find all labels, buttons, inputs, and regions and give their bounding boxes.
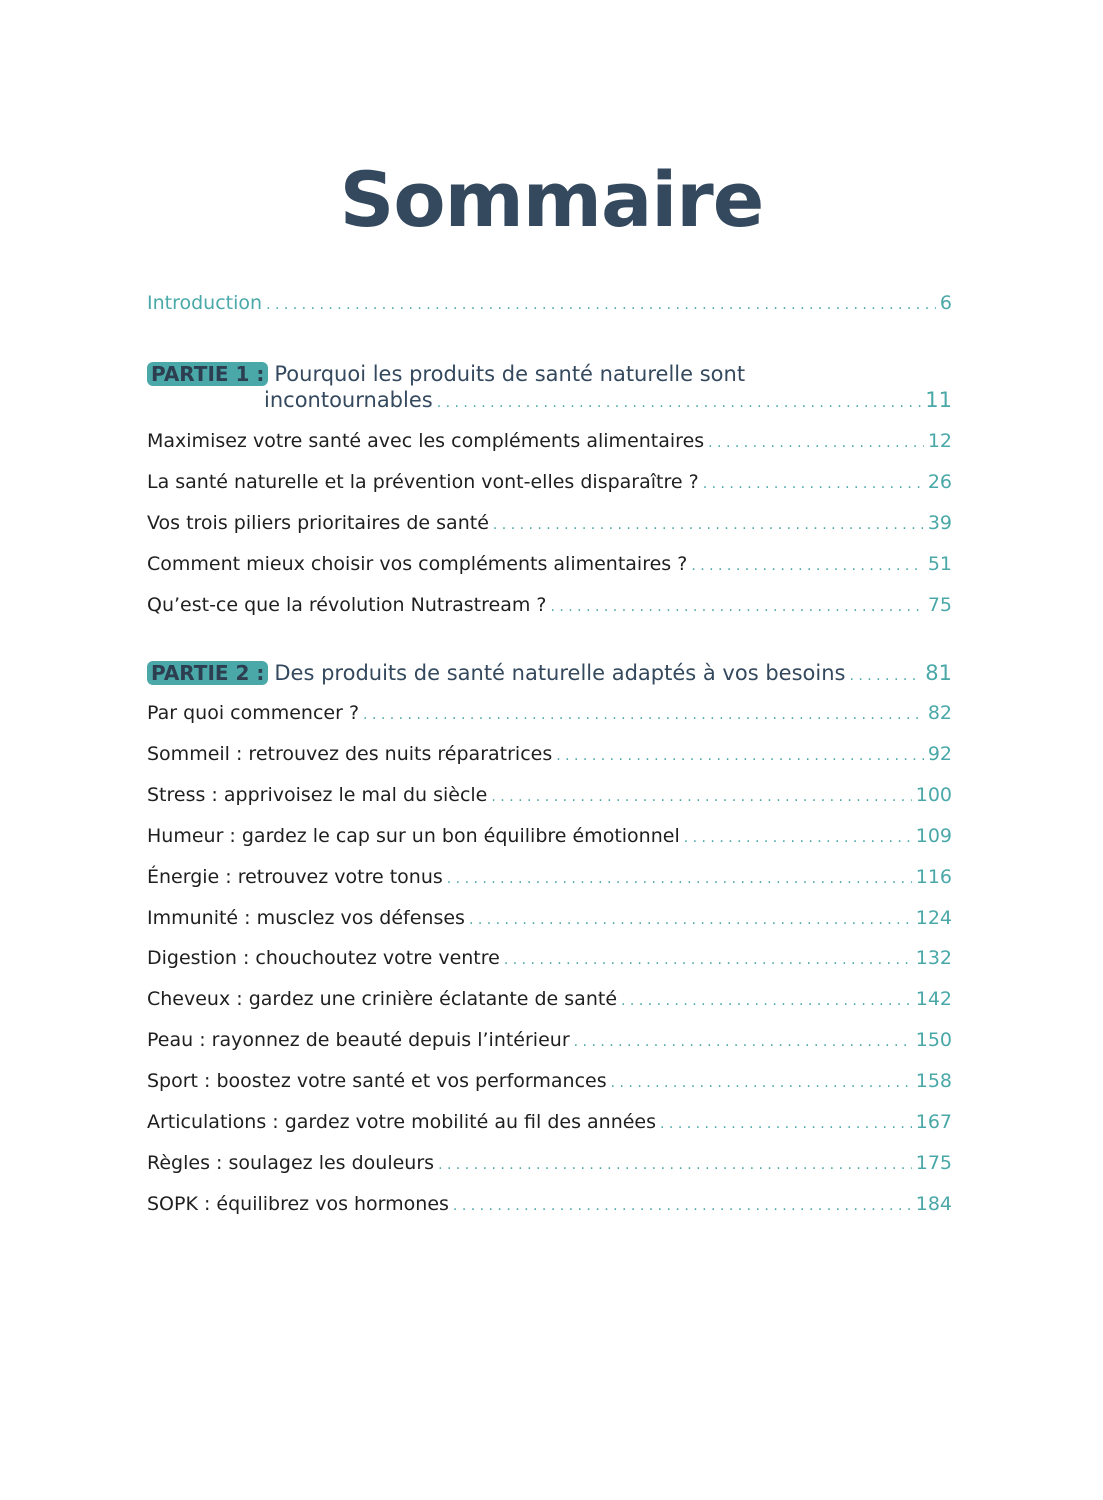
toc-entry[interactable] — [147, 947, 952, 975]
part-title-continued: incontournables — [264, 388, 433, 412]
toc-entry[interactable] — [147, 512, 952, 540]
entry-page: 142 — [915, 988, 952, 1011]
entry-page: 175 — [915, 1151, 952, 1174]
entry-label: Digestion : chouchoutez votre ventre — [147, 947, 500, 970]
entry-page: 81 — [925, 661, 952, 685]
entry-label: Qu’est-ce que la révolution Nutrastream ? — [147, 594, 547, 616]
toc-entry[interactable] — [147, 1029, 952, 1057]
entry-label: Règles : soulagez les douleurs — [147, 1151, 435, 1174]
entry-label: Peau : rayonnez de beauté depuis l’intérieur — [147, 1029, 570, 1052]
part-badge: PARTIE 2 : — [147, 661, 268, 685]
entry-label: Maximisez votre santé avec les compléments alimentaires — [147, 430, 705, 452]
dot-leader — [556, 748, 924, 764]
dot-leader — [469, 912, 912, 928]
entry-page: 6 — [939, 292, 952, 314]
toc-entry[interactable] — [147, 988, 952, 1016]
dot-leader — [266, 297, 936, 313]
dot-leader — [437, 395, 922, 411]
dot-leader — [621, 993, 912, 1009]
dot-leader — [660, 1116, 912, 1132]
dot-leader — [691, 558, 924, 574]
dot-leader — [453, 1198, 912, 1214]
entry-label: Par quoi commencer ? — [147, 702, 360, 724]
entry-page: 109 — [915, 824, 952, 847]
entry-page: 167 — [915, 1111, 952, 1133]
toc-entry[interactable] — [147, 743, 952, 771]
entry-page: 150 — [915, 1029, 952, 1052]
toc-entry[interactable] — [147, 553, 952, 581]
dot-leader — [703, 476, 924, 492]
toc-entry[interactable] — [147, 784, 952, 812]
dot-leader — [491, 789, 911, 805]
entry-page: 100 — [915, 783, 952, 806]
toc-entry[interactable] — [147, 430, 952, 458]
entry-page: 158 — [915, 1070, 952, 1093]
dot-leader — [849, 668, 921, 684]
dot-leader — [611, 1075, 912, 1091]
entry-page: 39 — [927, 512, 952, 534]
entry-label: La santé naturelle et la prévention vont-elles disparaître ? — [147, 471, 699, 493]
part-badge: PARTIE 1 : — [147, 362, 268, 386]
dot-leader — [447, 871, 912, 887]
entry-page: 124 — [915, 906, 952, 929]
toc-entry[interactable] — [147, 866, 952, 894]
entry-label: Articulations : gardez votre mobilité au fil des années — [147, 1111, 657, 1133]
entry-page: 75 — [927, 594, 952, 616]
part-title: Pourquoi les produits de santé naturelle sont — [274, 362, 746, 386]
entry-page: 26 — [927, 471, 952, 493]
toc-entry[interactable] — [147, 907, 952, 935]
entry-page: 82 — [927, 702, 952, 724]
dot-leader — [574, 1034, 912, 1050]
toc-entry[interactable] — [147, 1070, 952, 1098]
entry-label: SOPK : équilibrez vos hormones — [147, 1192, 449, 1215]
dot-leader — [363, 707, 924, 723]
entry-page: 92 — [927, 742, 952, 765]
entry-label: Stress : apprivoisez le mal du siècle — [147, 783, 488, 806]
entry-page: 12 — [927, 430, 952, 452]
part1-heading[interactable] — [147, 362, 745, 386]
page-title: Sommaire — [339, 155, 764, 244]
entry-label: Humeur : gardez le cap sur un bon équilibre émotionnel — [147, 824, 680, 847]
entry-label: Sport : boostez votre santé et vos performances — [147, 1070, 607, 1093]
entry-label: Sommeil : retrouvez des nuits réparatrices — [147, 742, 553, 765]
entry-page: 132 — [915, 947, 952, 970]
entry-label: Cheveux : gardez une crinière éclatante de santé — [147, 988, 618, 1011]
entry-label: Énergie : retrouvez votre tonus — [147, 865, 443, 888]
entry-label: Immunité : musclez vos défenses — [147, 906, 465, 929]
toc-entry[interactable] — [147, 702, 952, 730]
toc-entry[interactable] — [147, 1193, 952, 1221]
entry-page: 11 — [925, 388, 952, 412]
dot-leader — [708, 435, 924, 451]
entry-label: Introduction — [147, 292, 263, 314]
entry-label: Vos trois piliers prioritaires de santé — [147, 512, 489, 534]
entry-page: 184 — [915, 1192, 952, 1215]
dot-leader — [684, 830, 912, 846]
entry-page: 51 — [927, 553, 952, 575]
part1-heading-line2[interactable] — [264, 388, 952, 416]
dot-leader — [493, 517, 924, 533]
toc-entry[interactable] — [147, 471, 952, 499]
toc-entry[interactable] — [147, 594, 952, 622]
entry-page: 116 — [915, 865, 952, 888]
toc-entry-introduction[interactable] — [147, 292, 952, 320]
toc-entry[interactable] — [147, 1152, 952, 1180]
toc-entry[interactable] — [147, 1111, 952, 1139]
dot-leader — [438, 1157, 912, 1173]
dot-leader — [504, 952, 912, 968]
toc-entry[interactable] — [147, 825, 952, 853]
part-title: Des produits de santé naturelle adaptés à vos besoins — [274, 661, 846, 685]
part2-heading[interactable] — [147, 661, 952, 689]
dot-leader — [550, 599, 923, 615]
entry-label: Comment mieux choisir vos compléments alimentaires ? — [147, 553, 688, 575]
